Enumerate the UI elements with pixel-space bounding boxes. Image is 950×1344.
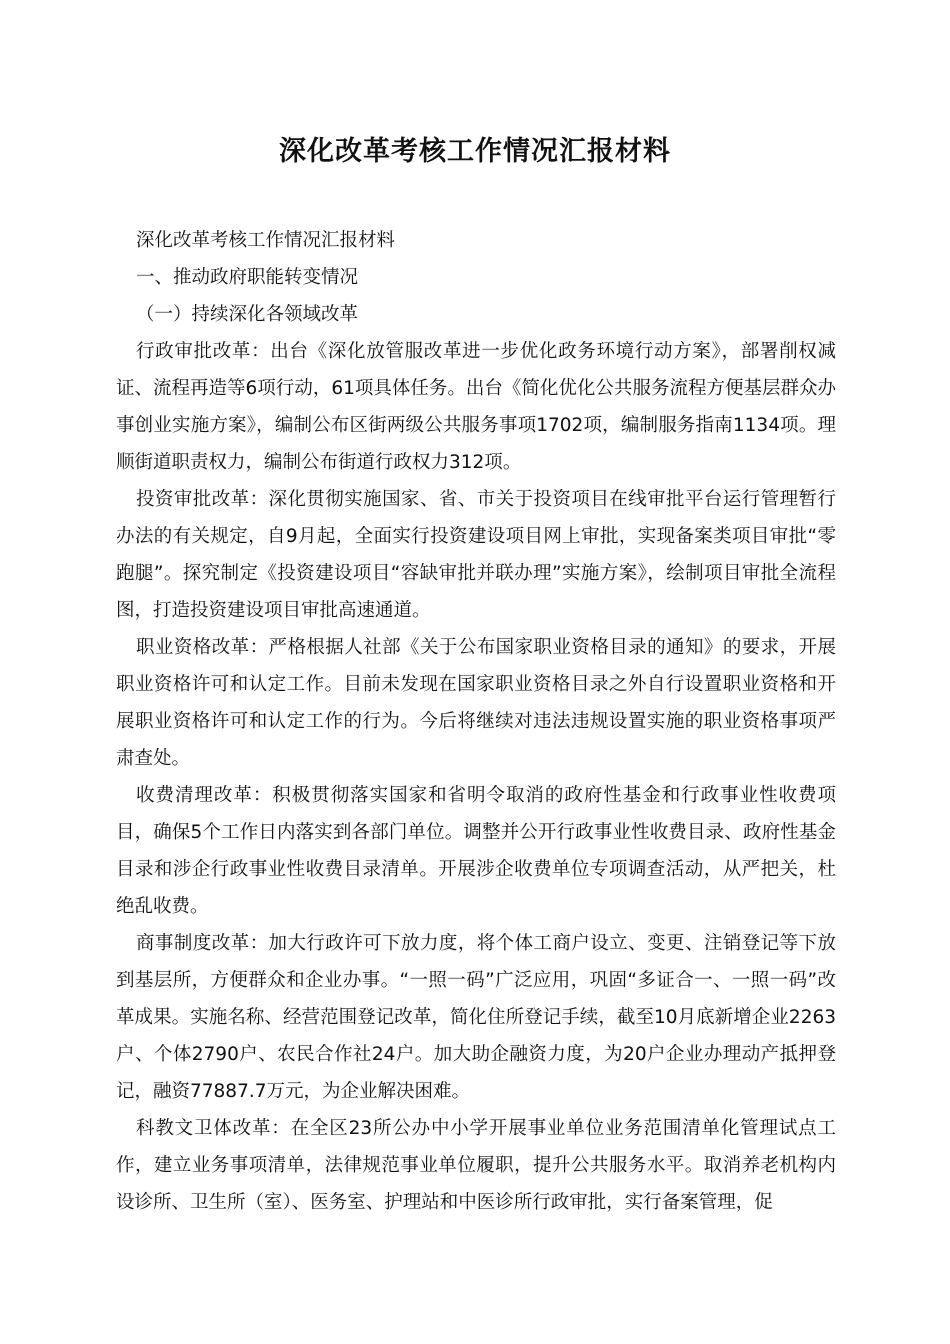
document-title: 深化改革考核工作情况汇报材料: [279, 136, 671, 167]
paragraph-administrative-approval: 行政审批改革：出台《深化放管服改革进一步优化政务环境行动方案》，部署削权减证、流程再造等6项行动，61项具体任务。出台《简化优化公共服务流程方便基层群众办事创业实施方案》，编制公布区街两级公共服务事项1702项，编制服务指南1134项。理顺街道职责权力，编制公布街道行政权力312项。: [116, 341, 836, 473]
paragraph-fee-cleanup: 收费清理改革：积极贯彻落实国家和省明令取消的政府性基金和行政事业性收费项目，确保5个工作日内落实到各部门单位。调整并公开行政事业性收费目录、政府性基金目录和涉企行政事业性收费目录清单。开展涉企收费单位专项调查活动，从严把关，杜绝乱收费。: [116, 785, 836, 917]
paragraph-professional-qualification: 职业资格改革：严格根据人社部《关于公布国家职业资格目录的通知》的要求，开展职业资格许可和认定工作。目前未发现在国家职业资格目录之外自行设置职业资格和开展职业资格许可和认定工作的行为。今后将继续对违法违规设置实施的职业资格事项严肃查处。: [116, 637, 836, 769]
document-body: [116, 222, 836, 1221]
paragraph-commercial-system: 商事制度改革：加大行政许可下放力度，将个体工商户设立、变更、注销登记等下放到基层所，方便群众和企业办事。“一照一码”广泛应用，巩固“多证合一、一照一码”改革成果。实施名称、经营范围登记改革，简化住所登记手续，截至10月底新增企业2263户、个体2790户、农民合作社24户。加大助企融资力度，为20户企业办理动产抵押登记，融资77887.7万元，为企业解决困难。: [116, 933, 836, 1102]
section-heading: 一、推动政府职能转变情况: [136, 267, 359, 288]
document-subtitle: 深化改革考核工作情况汇报材料: [136, 230, 396, 251]
paragraph-investment-approval: 投资审批改革：深化贯彻实施国家、省、市关于投资项目在线审批平台运行管理暂行办法的有关规定，自9月起，全面实行投资建设项目网上审批，实现备案类项目审批“零跑腿”。探究制定《投资建设项目“容缺审批并联办理”实施方案》，绘制项目审批全流程图，打造投资建设项目审批高速通道。: [116, 489, 836, 621]
paragraph-science-education: 科教文卫体改革：在全区23所公办中小学开展事业单位业务范围清单化管理试点工作，建立业务事项清单，法律规范事业单位履职，提升公共服务水平。取消养老机构内设诊所、卫生所（室）、医务室、护理站和中医诊所行政审批，实行备案管理，促: [116, 1118, 836, 1213]
subsection-heading: （一）持续深化各领域改革: [136, 304, 359, 325]
